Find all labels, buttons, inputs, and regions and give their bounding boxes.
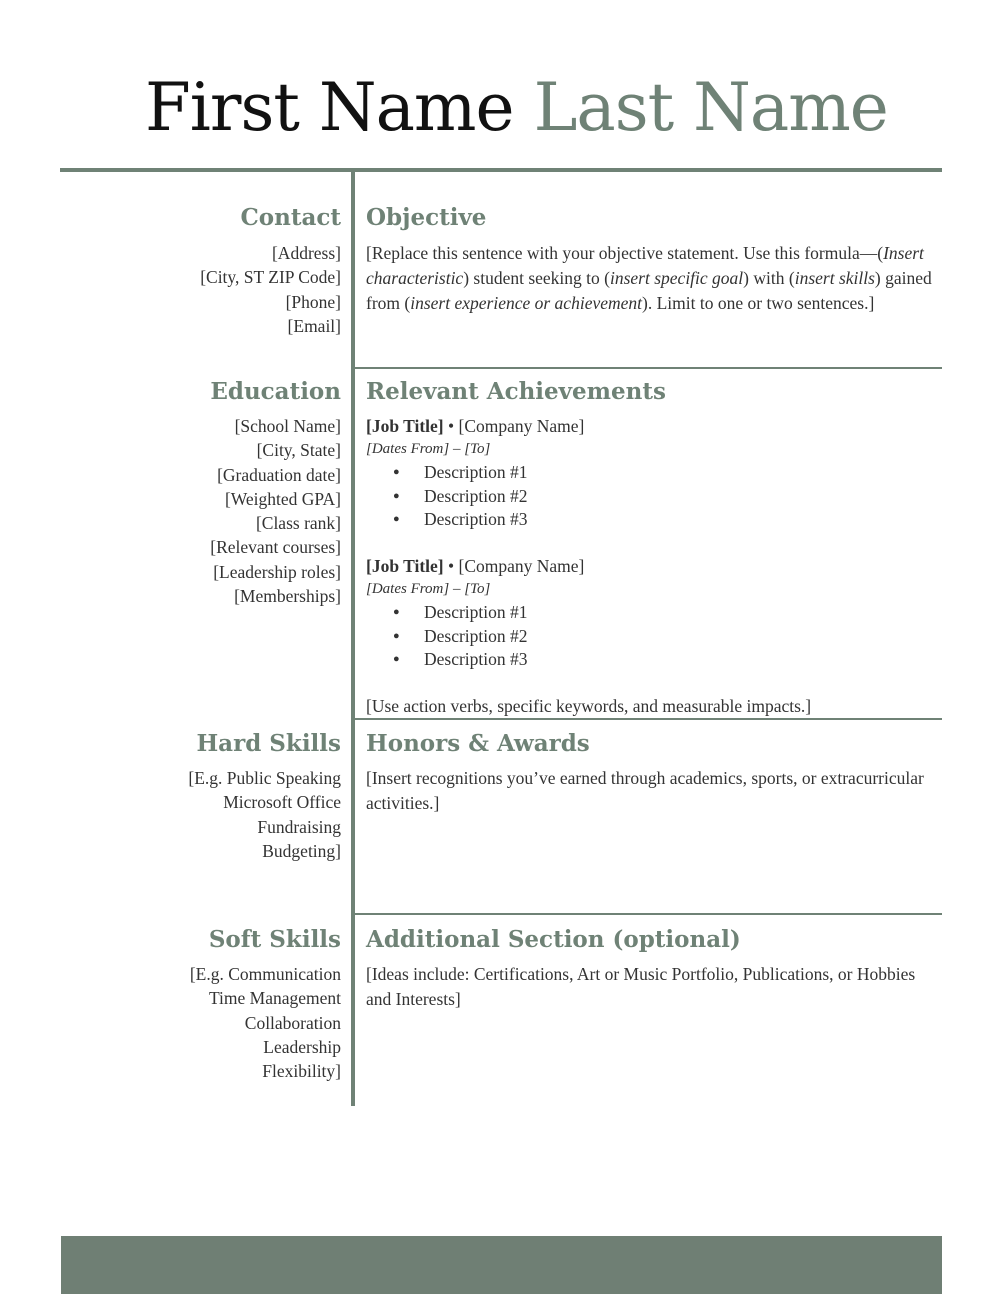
job-description: ● Description #2	[366, 485, 936, 509]
section-divider-objective	[355, 367, 942, 369]
objective-placeholder: insert skills	[794, 268, 875, 288]
education-leadership: [Leadership roles]	[213, 561, 341, 582]
soft-skill: Collaboration	[244, 1012, 341, 1033]
hard-skill: [E.g. Public Speaking	[188, 768, 341, 788]
soft-skill: Leadership	[263, 1036, 341, 1057]
objective-part: [Replace this sentence with your objective statement. Use this formula—(	[366, 243, 884, 263]
job-title: [Job Title]	[366, 556, 444, 576]
objective-placeholder: Insert characteristic	[366, 243, 924, 288]
education-courses: [Relevant courses]	[210, 537, 341, 558]
education-gpa: [Weighted GPA]	[224, 488, 341, 509]
first-name: First Name	[145, 69, 514, 146]
job-description: ● Description #1	[366, 601, 936, 625]
soft-skill: Time Management	[208, 988, 341, 1009]
column-divider	[351, 172, 355, 1106]
objective-text	[366, 241, 936, 316]
hard-skills-list	[188, 766, 341, 863]
soft-skills-heading: Soft Skills	[208, 926, 341, 953]
job-dates: [Dates From] – [To]	[366, 441, 491, 457]
honors-text: [Insert recognitions you’ve earned through academics, sports, or extracurricular activities.]	[366, 768, 924, 813]
hard-skill: Budgeting]	[262, 840, 341, 861]
job-separator: •	[443, 556, 459, 576]
education-graduation: [Graduation date]	[217, 464, 341, 485]
contact-phone: [Phone]	[285, 291, 341, 312]
honors-heading: Honors & Awards	[366, 730, 590, 757]
contact-email: [Email]	[287, 315, 341, 336]
job-header	[366, 414, 936, 438]
job-dates: [Dates From] – [To]	[366, 581, 491, 597]
contact-city: [City, ST ZIP Code]	[200, 267, 341, 288]
soft-skills-list	[190, 962, 341, 1083]
contact-address: [Address]	[271, 243, 341, 263]
objective-part: ). Limit to one or two sentences.]	[642, 293, 875, 313]
hard-skills-heading: Hard Skills	[196, 730, 341, 757]
hard-skill: Fundraising	[257, 816, 341, 837]
footer-band	[61, 1236, 942, 1294]
objective-part: ) gained from (	[366, 268, 932, 313]
job-description: ● Description #2	[366, 625, 936, 649]
achievements-note: [Use action verbs, specific keywords, and measurable impacts.]	[366, 696, 812, 716]
objective-placeholder: insert specific goal	[609, 268, 744, 288]
education-location: [City, State]	[256, 440, 341, 461]
contact-heading: Contact	[240, 204, 341, 231]
section-divider-honors	[355, 913, 942, 915]
job-description: ● Description #3	[366, 648, 936, 672]
job-description: ● Description #3	[366, 508, 936, 532]
resume-name	[145, 68, 888, 148]
soft-skill: [E.g. Communication	[189, 964, 341, 984]
contact-details	[200, 241, 341, 338]
job-title: [Job Title]	[366, 416, 444, 436]
objective-placeholder: insert experience or achievement	[410, 293, 643, 313]
job-company: [Company Name]	[458, 416, 585, 436]
education-heading: Education	[210, 378, 341, 405]
additional-text: [Ideas include: Certifications, Art or Music Portfolio, Publications, or Hobbies and Interests]	[366, 964, 916, 1009]
hard-skill: Microsoft Office	[223, 792, 341, 813]
education-rank: [Class rank]	[255, 513, 341, 534]
job-company: [Company Name]	[458, 556, 585, 576]
job-separator: •	[443, 416, 459, 436]
job-entry	[366, 414, 936, 532]
job-descriptions	[366, 601, 936, 672]
job-header	[366, 554, 936, 578]
additional-heading: Additional Section (optional)	[366, 926, 741, 953]
header-divider	[60, 168, 942, 172]
job-descriptions	[366, 461, 936, 532]
education-memberships: [Memberships]	[234, 586, 341, 607]
objective-part: ) student seeking to (	[463, 268, 610, 288]
last-name: Last Name	[533, 69, 888, 146]
job-description: ● Description #1	[366, 461, 936, 485]
education-details	[210, 414, 341, 608]
objective-part: ) with (	[743, 268, 795, 288]
achievements-heading: Relevant Achievements	[366, 378, 666, 405]
objective-heading: Objective	[366, 204, 487, 231]
soft-skill: Flexibility]	[262, 1061, 341, 1082]
education-school: [School Name]	[234, 416, 341, 436]
job-entry	[366, 554, 936, 672]
